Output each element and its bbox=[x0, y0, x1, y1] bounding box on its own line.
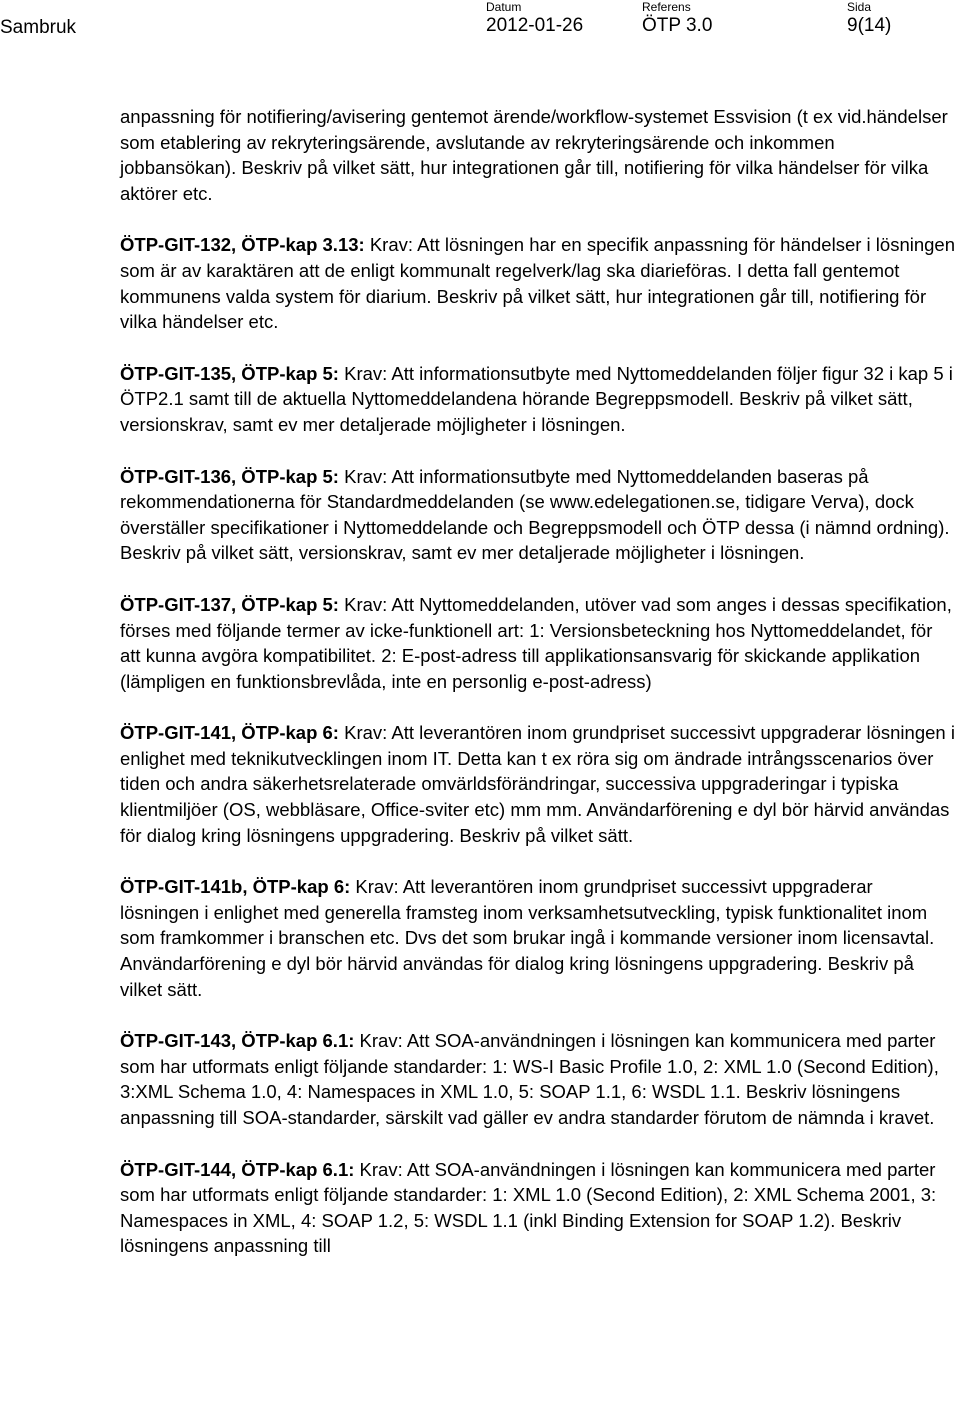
paragraph bbox=[120, 720, 956, 848]
requirement-id: ÖTP-GIT-132, ÖTP-kap 3.13: bbox=[120, 234, 365, 256]
paragraph bbox=[120, 592, 956, 694]
paragraph bbox=[120, 104, 956, 206]
paragraph bbox=[120, 1028, 956, 1130]
paragraph-text: Krav: Att leverantören inom grundpriset successivt uppgraderar lösningen i enlighet med teknikutvecklingen inom IT. Detta kan t ex röra sig om ändrade intrångsscenarios över tiden och andra säkerhetsrelaterade omvärldsförändringar, successiva uppgraderingar i typiska klientmiljöer (OS, webbläsare, Office-sviter etc) mm mm. Användarförening e dyl bör härvid användas för dialog kring lösningens uppgradering. Beskriv på vilket sätt. bbox=[120, 722, 955, 846]
org-name: Sambruk bbox=[0, 17, 77, 38]
reference-value: ÖTP 3.0 bbox=[642, 15, 713, 36]
paragraph bbox=[120, 464, 956, 566]
requirement-id: ÖTP-GIT-136, ÖTP-kap 5: bbox=[120, 465, 339, 487]
paragraph bbox=[120, 1157, 956, 1259]
paragraph-text: Krav: Att Nyttomeddelanden, utöver vad som anges i dessas specifikation, förses med följande termer av icke-funktionell art: 1: Versionsbeteckning hos Nyttomeddelandet, för att kunna avgöra kompatibilitet. 2: E-post-adress till applikationsansvarig för skickande applikation (lämpligen en funktionsbrevlåda, inte en personlig e-post-adress) bbox=[120, 593, 952, 692]
paragraph bbox=[120, 232, 956, 334]
document-body bbox=[120, 104, 956, 1285]
paragraph-text: Krav: Att SOA-användningen i lösningen kan kommunicera med parter som har utformats enligt följande standarder: 1: WS-I Basic Profile 1.0, 2: XML 1.0 (Second Edition), 3:XML Schema 1.0, 4: Namespaces in XML 1.0, 5: SOAP 1.1, 6: WSDL 1.1. Beskriv lösningens anpassning till SOA-standarder, särskilt vad gäller ev andra standarder förutom de nämnda i kravet. bbox=[120, 1030, 939, 1128]
paragraph-text: Krav: Att lösningen har en specifik anpassning för händelser i lösningen som är av karaktären att de enligt kommunalt regelverk/lag ska diarieföras. I detta fall gentemot kommunens valda system för diarium. Beskriv på vilket sätt, hur integrationen går till, notifiering för vilka händelser etc. bbox=[120, 234, 955, 333]
paragraph-text: Krav: Att informationsutbyte med Nyttomeddelanden följer figur 32 i kap 5 i ÖTP2.1 samt till de aktuella Nyttomeddelandena hörande Begreppsmodell. Beskriv på vilket sätt, versionskrav, samt ev mer detaljerade möjligheter i lösningen. bbox=[120, 362, 953, 435]
requirement-id: ÖTP-GIT-143, ÖTP-kap 6.1: bbox=[120, 1030, 355, 1052]
page-number: 9(14) bbox=[847, 15, 892, 36]
requirement-id: ÖTP-GIT-135, ÖTP-kap 5: bbox=[120, 362, 339, 384]
date-value: 2012-01-26 bbox=[486, 15, 584, 36]
requirement-id: ÖTP-GIT-141b, ÖTP-kap 6: bbox=[120, 876, 351, 898]
paragraph bbox=[120, 874, 956, 1002]
paragraph-text: Krav: Att leverantören inom grundpriset successivt uppgraderar lösningen i enlighet med generella framsteg inom verksamhetsutveckling, typisk funktionalitet inom som framkommer i branschen etc. Dvs det som brukar ingå i kommande versioner inom licensavtal. Användarförening e dyl bör härvid användas för dialog kring lösningens uppgradering. Beskriv på vilket sätt. bbox=[120, 876, 935, 1000]
header-reference bbox=[642, 0, 712, 37]
reference-label: Referens bbox=[642, 0, 691, 14]
date-label: Datum bbox=[486, 0, 522, 14]
paragraph-text: anpassning för notifiering/avisering gentemot ärende/workflow-systemet Essvision (t ex vid.händelser som etablering av rekryteringsärende, avslutande av rekryteringsärende och inkommen jobbansökan). Beskriv på vilket sätt, hur integrationen går till, notifiering för vilka händelser för vilka aktörer etc. bbox=[120, 106, 948, 204]
header-date bbox=[486, 0, 583, 37]
page-label: Sida bbox=[847, 0, 872, 14]
requirement-id: ÖTP-GIT-144, ÖTP-kap 6.1: bbox=[120, 1158, 355, 1180]
paragraph-text: Krav: Att SOA-användningen i lösningen kan kommunicera med parter som har utformats enligt följande standarder: 1: XML 1.0 (Second Edition), 2: XML Schema 2001, 3: Namespaces in XML, 4: SOAP 1.2, 5: WSDL 1.1 (inkl Binding Extension for SOAP 1.2). Beskriv lösningens anpassning till bbox=[120, 1158, 937, 1257]
header-page bbox=[847, 0, 891, 37]
requirement-id: ÖTP-GIT-141, ÖTP-kap 6: bbox=[120, 722, 339, 744]
paragraph-text: Krav: Att informationsutbyte med Nyttomeddelanden baseras på rekommendationerna för Standardmeddelanden (se www.edelegationen.se, tidigare Verva), dock överställer specifikationer i Nyttomeddelande och Begreppsmodell och ÖTP dessa (i nämnd ordning). Beskriv på vilket sätt, versionskrav, samt ev mer detaljerade möjligheter i lösningen. bbox=[120, 465, 950, 564]
requirement-id: ÖTP-GIT-137, ÖTP-kap 5: bbox=[120, 593, 339, 615]
paragraph bbox=[120, 361, 956, 438]
